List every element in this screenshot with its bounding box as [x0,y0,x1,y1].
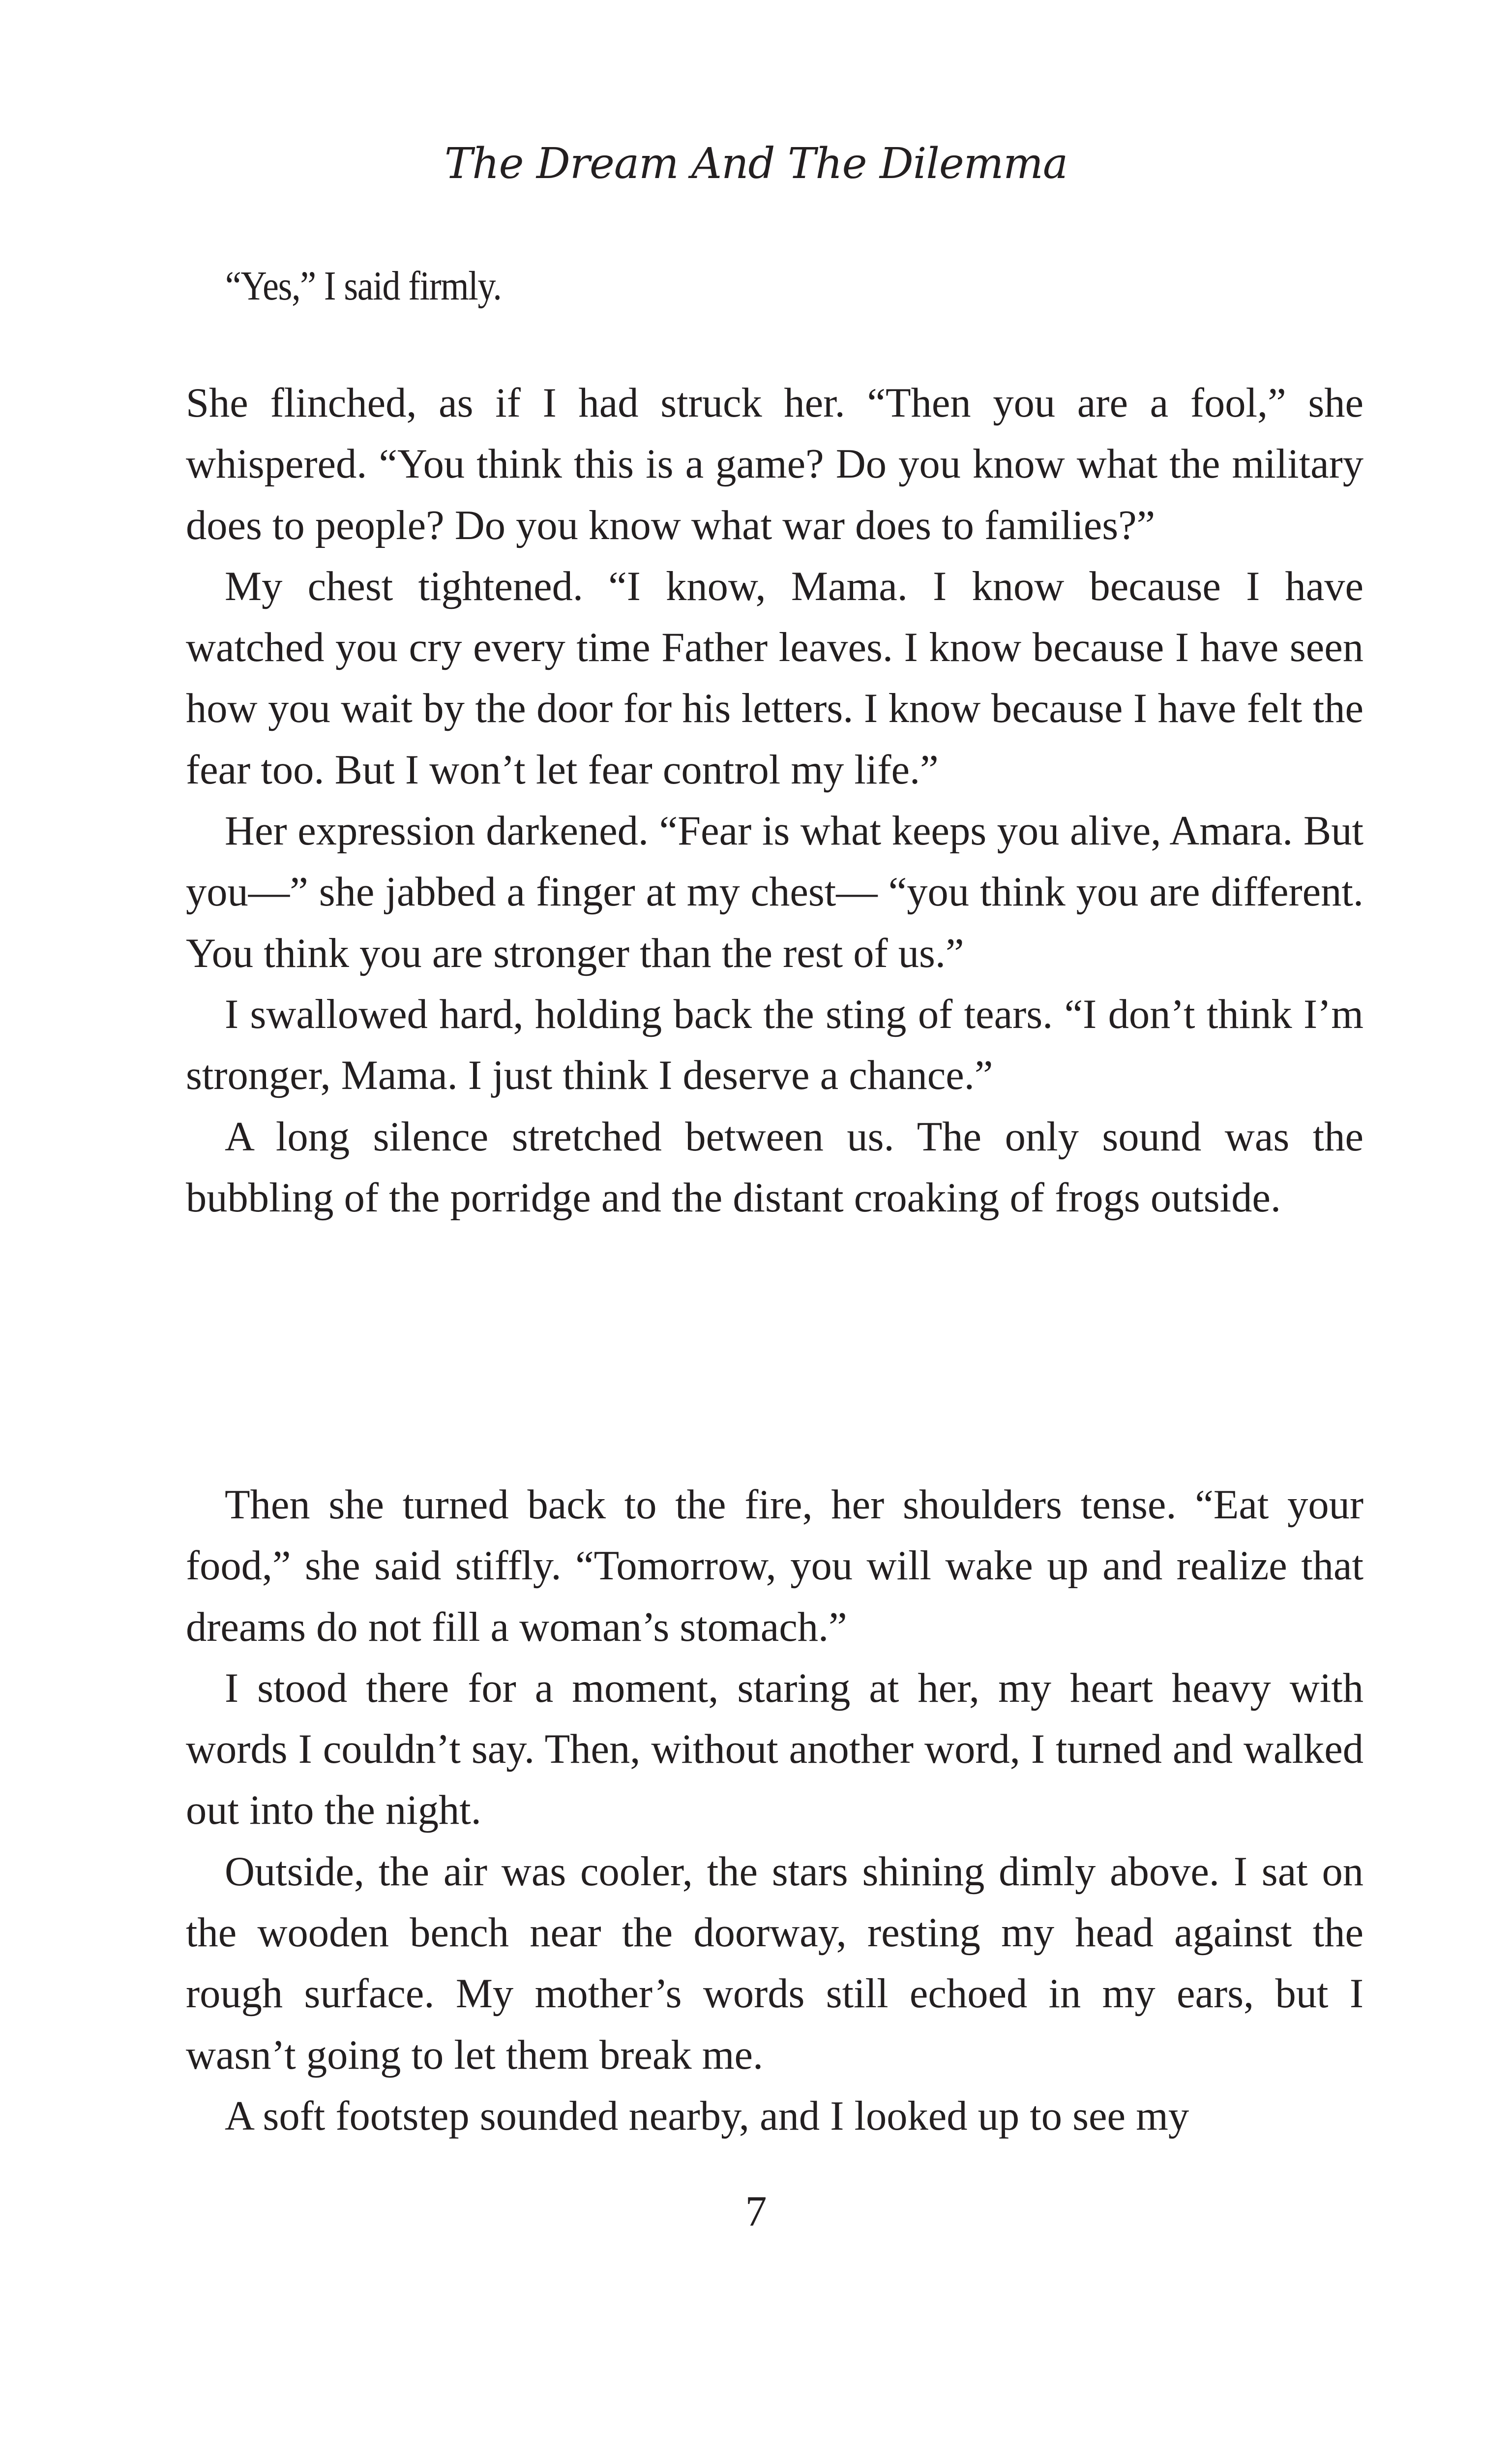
paragraph: Outside, the air was cooler, the stars shining dimly above. I sat on the wooden bench near the doorway, resting my head against the rough surface. My mother’s words still echoed in my ears, but I wasn’t going to let them break me. [186,1848,1364,2078]
paragraph: She flinched, as if I had struck her. “Then you are a fool,” she whispered. “You think this is a game? Do you know what the military does to people? Do you know what war does to families?” [186,380,1364,548]
paragraph: My chest tightened. “I know, Mama. I know because I have watched you cry every time Father leaves. I know because I have seen how you wait by the door for his letters. I know because I have felt the fear too. But I won’t let fear control my life.” [186,563,1364,793]
paragraph: A soft footstep sounded nearby, and I looked up to see my [225,2093,1189,2139]
running-header: The Dream And The Dilemma [444,139,1068,188]
paragraph: Then she turned back to the fire, her shoulders tense. “Eat your food,” she said stiffly. “Tomorrow, you will wake up and realize that dreams do not fill a woman’s stomach.” [186,1482,1364,1650]
paragraph: I stood there for a moment, staring at her, my heart heavy with words I couldn’t say. Then, without another word, I turned and walked out into the night. [186,1665,1364,1834]
body-text-section-one [186,373,1364,1229]
paragraph: A long silence stretched between us. The only sound was the bubbling of the porridge and the distant croaking of frogs outside. [186,1114,1364,1221]
body-text-section-two [186,1475,1364,2147]
paragraph: I swallowed hard, holding back the sting of tears. “I don’t think I’m stronger, Mama. I just think I deserve a chance.” [186,991,1364,1099]
opening-line: “Yes,” I said firmly. [225,263,502,309]
paragraph: Her expression darkened. “Fear is what keeps you alive, Amara. But you—” she jabbed a finger at my chest— “you think you are different. You think you are stronger than the rest of us.” [186,808,1364,976]
page-number: 7 [745,2188,767,2235]
